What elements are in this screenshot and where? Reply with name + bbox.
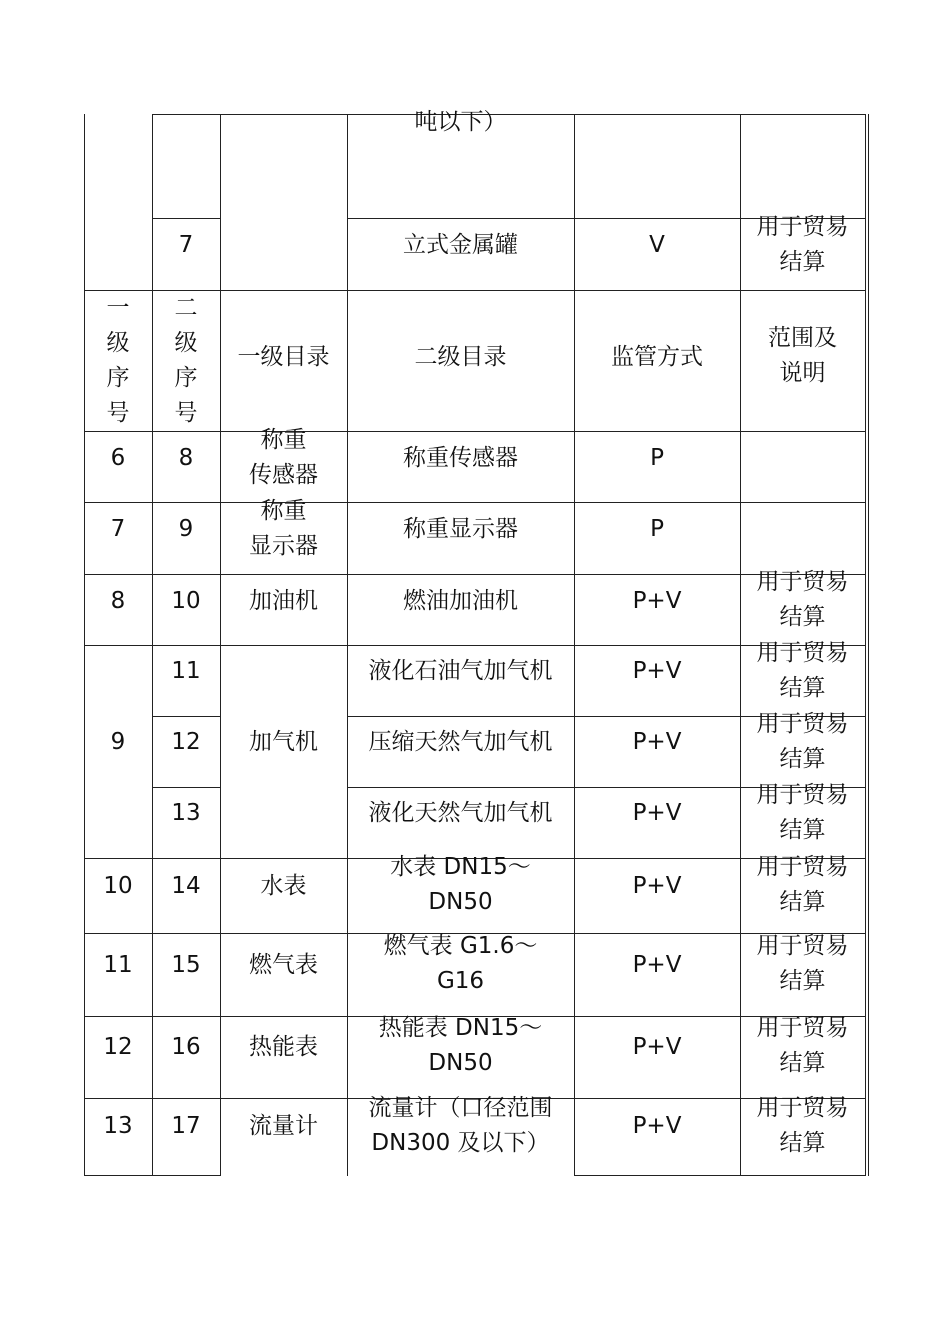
row-note: 用于贸易 结算 (756, 1095, 849, 1156)
row-l2-item: 燃气表 G1.6～ G16 (383, 933, 538, 994)
row-l1-no: 11 (103, 951, 133, 978)
group9-sub-note: 用于贸易 结算 (756, 711, 849, 772)
row-l2-item: 水表 DN15～ DN50 (390, 854, 531, 915)
row-l2-no: 9 (178, 515, 194, 542)
row-l1-no: 6 (110, 444, 126, 471)
group9-sub-l2-no: 12 (171, 728, 201, 755)
row7-l2-item: 立式金属罐 (403, 231, 518, 258)
row-l1-no: 8 (110, 587, 126, 614)
header-l1-no: 一 级 序 号 (106, 294, 130, 426)
row-l1-no: 12 (103, 1033, 133, 1060)
row-l2-no: 10 (171, 587, 201, 614)
row-l2-item: 称重显示器 (403, 515, 518, 542)
row-l2-item: 热能表 DN15～ DN50 (378, 1015, 543, 1076)
row7-l2-no: 7 (178, 231, 194, 258)
group9-l1-item: 加气机 (249, 729, 318, 755)
row-l2-no: 8 (178, 444, 194, 471)
group9-l1-no: 9 (110, 729, 126, 755)
header-l2-title: 二级目录 (414, 343, 507, 370)
group9-sub-l2-item: 液化天然气加气机 (368, 799, 553, 826)
row-mode: P+V (632, 1112, 682, 1139)
row-l2-item: 称重传感器 (403, 444, 518, 471)
row-l1-item: 热能表 (249, 1033, 318, 1060)
row-note: 用于贸易 结算 (756, 933, 849, 994)
group9-sub-note: 用于贸易 结算 (756, 782, 849, 843)
row-l1-item: 流量计 (249, 1112, 318, 1139)
row-mode: P (650, 515, 664, 542)
row-l2-no: 17 (171, 1112, 201, 1139)
row-mode: P+V (632, 872, 682, 899)
row-l1-item: 称重 显示器 (249, 498, 318, 559)
row-mode: P+V (632, 587, 682, 614)
group9-sub-note: 用于贸易 结算 (756, 640, 849, 701)
header-l2-no: 二 级 序 号 (174, 294, 198, 426)
row-l2-item: 流量计（口径范围 DN300 及以下） (368, 1095, 553, 1156)
row-note: 用于贸易 结算 (756, 1015, 849, 1076)
row-note: 用于贸易 结算 (756, 854, 849, 915)
group9-sub-mode: P+V (632, 728, 682, 755)
header-note: 范围及 说明 (768, 325, 837, 386)
row-l1-item: 燃气表 (249, 951, 318, 978)
group9-sub-l2-no: 13 (171, 799, 201, 826)
row-mode: P (650, 444, 664, 471)
row-l2-item: 燃油加油机 (403, 587, 518, 614)
row-l1-item: 水表 (260, 872, 307, 899)
row-l1-no: 10 (103, 872, 133, 899)
row-l1-no: 13 (103, 1112, 133, 1139)
row-l2-no: 16 (171, 1033, 201, 1060)
row-note: 用于贸易 结算 (756, 569, 849, 630)
row-l1-item: 加油机 (249, 587, 318, 614)
row7-note: 用于贸易 结算 (756, 214, 849, 275)
grid-line (574, 1175, 866, 1176)
continued-fragment: 吨以下） (414, 108, 507, 135)
group9-sub-l2-no: 11 (171, 657, 201, 684)
row-mode: P+V (632, 1033, 682, 1060)
header-l1-title: 一级目录 (237, 343, 330, 370)
row-l1-no: 7 (110, 515, 126, 542)
group9-sub-l2-item: 液化石油气加气机 (368, 657, 553, 684)
row-l1-item: 称重 传感器 (249, 427, 318, 488)
group9-sub-mode: P+V (632, 799, 682, 826)
row-mode: P+V (632, 951, 682, 978)
grid-line (84, 1175, 220, 1176)
row-l2-no: 14 (171, 872, 201, 899)
row7-mode: V (649, 231, 665, 258)
group9-sub-mode: P+V (632, 657, 682, 684)
row-l2-no: 15 (171, 951, 201, 978)
header-mode: 监管方式 (611, 343, 703, 370)
grid-line (868, 114, 869, 1176)
group9-sub-l2-item: 压缩天然气加气机 (368, 728, 553, 755)
